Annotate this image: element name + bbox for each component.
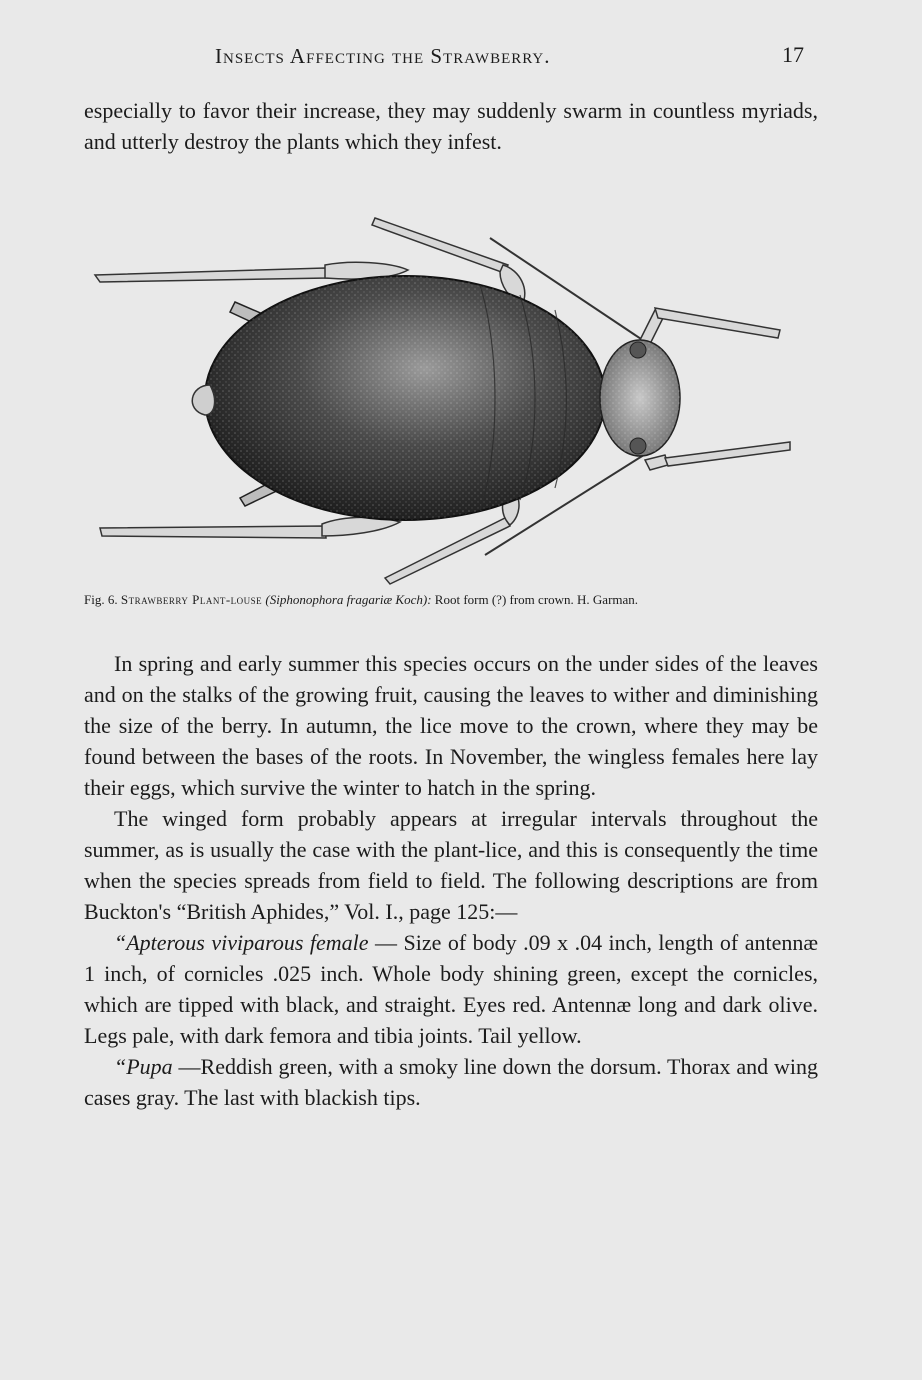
aphid-figure [90, 210, 810, 590]
hind-leg-lower [100, 517, 400, 538]
page-number: 17 [782, 42, 804, 67]
eye-icon [630, 438, 646, 454]
aphid-illustration [90, 210, 810, 590]
top-paragraph-block [84, 95, 818, 157]
paragraph-winged-form: The winged form probably appears at irregular intervals throughout the summer, as is usually the case with the plant-lice, and this is consequently the time when the species spreads from field to field. The following descriptions are from Buckton's “British Aphides,” Vol. I., page 125:— [84, 806, 818, 924]
pupa-heading: “Pupa [114, 1054, 173, 1079]
apterous-heading: “Apterous viviparous female [114, 930, 369, 955]
running-head-title: Insects Affecting the Strawberry. [215, 44, 551, 68]
figure-caption [84, 592, 810, 608]
paragraph-pupa [84, 1051, 818, 1113]
paragraph-apterous [84, 927, 818, 1051]
main-text-block [84, 648, 818, 1113]
figure-title: Strawberry Plant-louse [120, 592, 263, 607]
apterous-description: — Size of body .09 x .04 inch, length of antennæ 1 inch, of cornicles .025 inch. Whole body shining green, except the cornicles, which are tipped with black, and straight. Eyes red. Antennæ long and dark olive. Legs pale, with dark femora and tibia joints. Tail yellow. [84, 930, 819, 1048]
figure-description: Root form (?) from crown. H. Garman. [434, 592, 639, 607]
top-paragraph: especially to favor their increase, they may suddenly swarm in countless myriads, and utterly destroy the plants which they infest. [84, 98, 818, 154]
figure-label: Fig. 6. [84, 592, 118, 607]
pupa-description: —Reddish green, with a smoky line down the dorsum. Thorax and wing cases gray. The last with blackish tips. [84, 1054, 818, 1110]
figure-scientific-name: (Siphonophora fragariæ Koch): [265, 592, 432, 607]
aphid-tail [192, 385, 214, 415]
eye-icon [630, 342, 646, 358]
paragraph-spring: In spring and early summer this species occurs on the under sides of the leaves and on the stalks of the growing fruit, causing the leaves to wither and diminishing the size of the berry. In autumn, the lice move to the crown, where they may be found between the bases of the roots. In November, the wingless females here lay their eggs, which survive the winter to hatch in the spring. [84, 651, 818, 800]
